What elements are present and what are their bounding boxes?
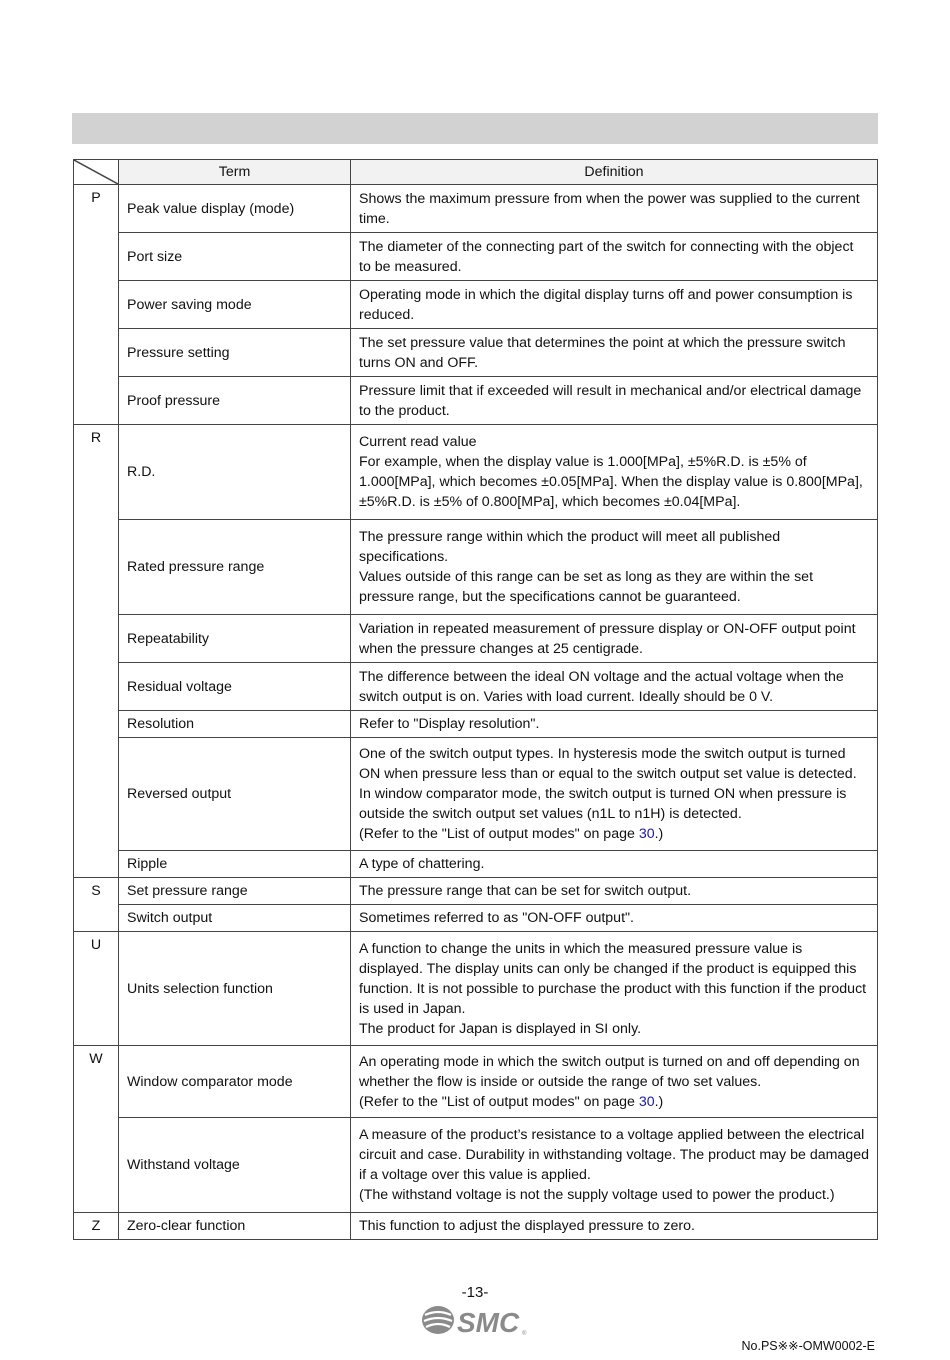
term-cell: Zero-clear function <box>119 1213 351 1240</box>
definition-text: (The withstand voltage is not the supply voltage used to power the product.) <box>359 1187 835 1203</box>
term-cell: Peak value display (mode) <box>119 185 351 233</box>
table-row <box>74 1118 878 1213</box>
definition-text: Current read value <box>359 434 477 450</box>
term-cell: Switch output <box>119 905 351 932</box>
page-reference <box>359 1092 869 1112</box>
definition-text: The difference between the ideal ON voltage and the actual voltage when the switch output is on. Varies with load current. Ideally should be 0 V. <box>359 668 844 705</box>
term-cell: Reversed output <box>119 738 351 851</box>
table-row <box>74 711 878 738</box>
term-cell: Residual voltage <box>119 663 351 711</box>
definition-text: A measure of the product’s resistance to a voltage applied between the electrical circuit and case. Durability in withstanding voltage. The product may be damaged if a voltage over this value is applied. <box>359 1127 869 1183</box>
term-cell: Port size <box>119 233 351 281</box>
definition-cell <box>351 1046 878 1118</box>
definition-cell <box>351 905 878 932</box>
definition-text: Values outside of this range can be set as long as they are within the set pressure range, but the specifications cannot be guaranteed. <box>359 569 814 605</box>
definition-text: The diameter of the connecting part of the switch for connecting with the object to be measured. <box>359 238 854 275</box>
letter-group-z: Z <box>74 1213 119 1240</box>
definition-text: The set pressure value that determines the point at which the pressure switch turns ON and OFF. <box>359 334 846 371</box>
term-cell: Ripple <box>119 851 351 878</box>
column-header-definition: Definition <box>351 160 878 185</box>
table-row <box>74 233 878 281</box>
term-cell: Repeatability <box>119 615 351 663</box>
term-cell: Set pressure range <box>119 878 351 905</box>
column-header-term: Term <box>119 160 351 185</box>
definition-cell <box>351 329 878 377</box>
definition-text: The product for Japan is displayed in SI only. <box>359 1020 642 1037</box>
definition-cell <box>351 185 878 233</box>
table-header-row <box>74 160 878 185</box>
letter-group-p: P <box>74 185 119 425</box>
section-header-band <box>72 113 878 144</box>
term-cell: Rated pressure range <box>119 520 351 615</box>
reference-text: (Refer to the "List of output modes" on page <box>359 1093 639 1110</box>
definition-text: The pressure range that can be set for switch output. <box>359 883 692 899</box>
definition-cell <box>351 878 878 905</box>
definition-cell <box>351 377 878 425</box>
corner-cell <box>74 160 119 185</box>
page-link[interactable]: 30 <box>638 826 655 842</box>
svg-text:®: ® <box>522 1331 527 1337</box>
table-row <box>74 185 878 233</box>
definition-text: Refer to "Display resolution". <box>359 716 540 732</box>
definition-cell <box>351 281 878 329</box>
definition-cell <box>351 932 878 1046</box>
term-cell: R.D. <box>119 425 351 520</box>
definition-text: A type of chattering. <box>359 856 485 872</box>
table-row <box>74 932 878 1046</box>
definition-text: For example, when the display value is 1.000[MPa], ±5%R.D. is ±5% of 1.000[MPa], which becomes ±0.05[MPa]. When the display value is 0.800[MPa], ±5%R.D. is ±5% of 0.800[MPa], which becomes ±0.04[MPa]. <box>359 454 863 510</box>
definition-text: One of the switch output types. In hysteresis mode the switch output is turned ON when pressure less than or equal to the switch output set value is detected. In window comparator mode, the switch output is turned ON when pressure is outside the switch output set values (n1L to n1H) is detected. <box>359 746 857 822</box>
definition-cell <box>351 851 878 878</box>
reference-text: (Refer to the "List of output modes" on page <box>359 826 639 842</box>
logo-text: SMC <box>457 1307 520 1337</box>
table-row <box>74 738 878 851</box>
definition-text: Pressure limit that if exceeded will result in mechanical and/or electrical damage to the product. <box>359 382 862 419</box>
table-row <box>74 1213 878 1240</box>
definition-cell <box>351 1213 878 1240</box>
letter-group-s: S <box>74 878 119 932</box>
definition-text: Sometimes referred to as "ON-OFF output". <box>359 910 634 926</box>
definition-cell <box>351 520 878 615</box>
definition-text: Shows the maximum pressure from when the power was supplied to the current time. <box>359 190 860 227</box>
smc-logo <box>421 1303 531 1337</box>
table-row <box>74 905 878 932</box>
definition-cell <box>351 663 878 711</box>
table-row <box>74 425 878 520</box>
term-cell: Proof pressure <box>119 377 351 425</box>
glossary-table <box>73 159 878 1240</box>
definition-text: A function to change the units in which the measured pressure value is displayed. The display units can only be changed if the product is equipped this function. It is not possible to purchase the product with this function if the product is used in Japan. <box>359 940 867 1017</box>
definition-cell <box>351 233 878 281</box>
term-cell: Resolution <box>119 711 351 738</box>
table-row <box>74 377 878 425</box>
letter-group-r: R <box>74 425 119 878</box>
definition-text: An operating mode in which the switch output is turned on and off depending on whether the flow is inside or outside the range of two set values. <box>359 1053 860 1090</box>
glossary-body <box>74 185 878 1240</box>
diagonal-line-icon <box>74 160 118 184</box>
page-number: -13- <box>461 1284 489 1301</box>
table-row <box>74 851 878 878</box>
table-row <box>74 615 878 663</box>
table-row <box>74 878 878 905</box>
definition-text: Operating mode in which the digital display turns off and power consumption is reduced. <box>359 286 853 323</box>
page-link[interactable]: 30 <box>638 1093 655 1110</box>
definition-cell <box>351 615 878 663</box>
table-row <box>74 329 878 377</box>
table-row <box>74 663 878 711</box>
page-reference <box>359 824 869 844</box>
table-row <box>74 520 878 615</box>
reference-text-end: .) <box>654 826 664 842</box>
reference-text-end: .) <box>654 1093 664 1110</box>
term-cell: Pressure setting <box>119 329 351 377</box>
term-cell: Units selection function <box>119 932 351 1046</box>
definition-cell <box>351 738 878 851</box>
definition-text: This function to adjust the displayed pressure to zero. <box>359 1218 695 1234</box>
table-row <box>74 1046 878 1118</box>
definition-text: Variation in repeated measurement of pressure display or ON-OFF output point when the pressure changes at 25 centigrade. <box>359 620 856 657</box>
definition-text: The pressure range within which the product will meet all published specifications. <box>359 529 781 565</box>
document-number: No.PS※※-OMW0002-E <box>741 1339 875 1353</box>
term-cell: Withstand voltage <box>119 1118 351 1213</box>
definition-cell <box>351 1118 878 1213</box>
term-cell: Power saving mode <box>119 281 351 329</box>
definition-cell <box>351 425 878 520</box>
term-cell: Window comparator mode <box>119 1046 351 1118</box>
table-row <box>74 281 878 329</box>
definition-cell <box>351 711 878 738</box>
letter-group-w: W <box>74 1046 119 1213</box>
letter-group-u: U <box>74 932 119 1046</box>
